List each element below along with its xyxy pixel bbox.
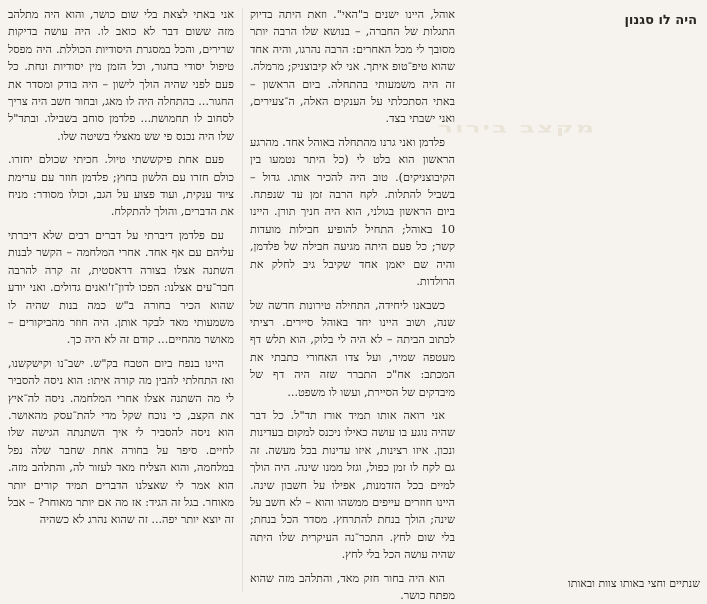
section-header-column [607, 6, 697, 596]
paragraph: היינו בנפח ביום הטבח בק"ש. ישב־נו וקישקשנו, ואז התחלתי להבין מה קורה איתו: הוא ניסה להסביר לי מה השתנה אצלו אחרי המלחמה. ניסה לה־איץ את הקצב, כי נוכח שקל מדי להת־עסק מהאושר. הוא ניסה להסביר לי איך השתנתה הגישה שלו לחיים. סיפר על בחורה אחת שחבר שלה נפל במלחמה, והוא הצליח מאד לעזור לה, והתלהב מזה. הוא אמר לי שאצלנו הדברים תמיד קורים יותר מאוחר. בגל זה הגיד: אז מה אם יותר מאוחר? – אבל זה יוצא יותר יפה... זה שהוא נהרג לא כשהיה [8, 356, 234, 527]
paragraph: פעם אחת פיקששתי טיול. חכיתי שכולם יחזרו. כולם חזרו עם הלשון בחוץ; פלדמן חוזר עם ערימת ציוד ענקית, ועוד פצוע על הגב, וכולו מסודר: מניח את הדברים, והולך להתקלח. [8, 153, 234, 219]
paragraph: אני רואה אותו תמיד אורז תד"ל. כל דבר שהיה נוגע בו עושה כאילו ניכנס למקום בעדינות ונכון. איזו רצינות, איזו עדינות בכל מעשה. זה גם לקח לו זמן כפול, וגזל ממנו שינה. היה הולך למיים בכל הזדמנות, אפילו על חשבון שינה. היינו חוזרים עייפים ממשהו והוא – לא חשב על שינה; הולך בנחת להתרחץ. מסדר הכל בנחת; בלי שום לחץ. התכר־נה העיקרית שלו היתה שהיה עושה הכל בלי לחץ. [250, 408, 455, 562]
paragraph: אוהל, היינו ישנים ב"האי". וזאת היתה בדיוק התגלות של החברה, – בנושא שלו הרבה יותר מסובך לי מכל האחרים: הרבה נהרגו, והיה אחד שהוא טיפ־טופ איתך. אני לא קיבוצניק; מרמלה. זה היה משמעותי בהתחלה. ביום הראשון – באתי הסתכלתי על הענקים האלה, ה־צעירים, ואני ישבתי בצד. [250, 8, 455, 126]
section-title: היה לו סגנון [624, 13, 697, 28]
paragraph: אני באתי לצאת בלי שום כושר, והוא היה מתלהב מזה ששום דבר לא כואב לו. היה עושה בדיקות שרירים, והכל במסגרת היסודיות הכוללת. היה מפסל טיפול יסודי בחגור, וכל הזמן מין יסודיות ונחת. כל פעם לפני שהיה הולך לישון – היה בודק ומסדר את החגור... בהתחלה היה לו מאג, ובחור חשב היה צריך לסחוב לו תחמושת... פלדמן סוחב בשבילו. ובתד"ל שלו היה נכנס פי שש מאצלי בשיטה שלו. [8, 8, 234, 143]
text-column-left [8, 6, 234, 596]
continuation-line: שנתיים וחצי באותו צוות ובאותו [567, 577, 700, 590]
paragraph: עם פלדמן דיברתי על דברים רבים שלא דיברתי עליהם עם אף אחד. אחרי המלחמה – הקשר לבנות השתנה אצלו בצורה דראסטית, זה קרה להרבה חבר־עים אצלנו: הפכו לדון־ז'ואנים גדולים. ואני יודע שהוא הכיר בחורה ב"ש כמה בנות שהיה לו משמעותי מאד לבקר אותן. היה חוזר מהביקורים – מאושר מהחיים... קודם זה לא היה כך. [8, 228, 234, 347]
column-divider [242, 8, 243, 592]
text-column-middle [250, 6, 455, 602]
paragraph: פלדמן ואני גרנו מהתחלה באוהל אחד. מהרגע הראשון הוא בלט לי (כל היתר נטמעו בין הקיבוצניקים). טוב היה להכיר אותו. גדול – בשביל להתלות. לקח הרבה זמן עד שנפתח. ביום הראשון בגולני, הוא היה חניך תורן. היינו 10 באוהל; התחיל להופיע חבילות מועדות קשר; כל פעם היתה מגיעה חבילה של פלדמן, והיה שם יאמן אחד שקיבל גיב לחלק את הרולדות. [250, 135, 455, 289]
paragraph: הוא היה בחור חזק מאד, והתלהב מזה שהוא מפתח כושר. [250, 571, 455, 602]
paragraph: כשבאנו ליחידה, התחילה טירונות חדשה של שנה, ושוב היינו יחד באוהל סיירים. רציתי לכתוב הביתה – לא היה לי בלוק, הוא תלש דף מעטפה שמיר, ועל צדו האחורי כתבתי את המכתב: אח"כ התברר שזה היה דף של מיבדקים של הסיירת, ועשו לו משפט... [250, 298, 455, 399]
bleed-through-text: מקצב בירור [437, 120, 596, 136]
